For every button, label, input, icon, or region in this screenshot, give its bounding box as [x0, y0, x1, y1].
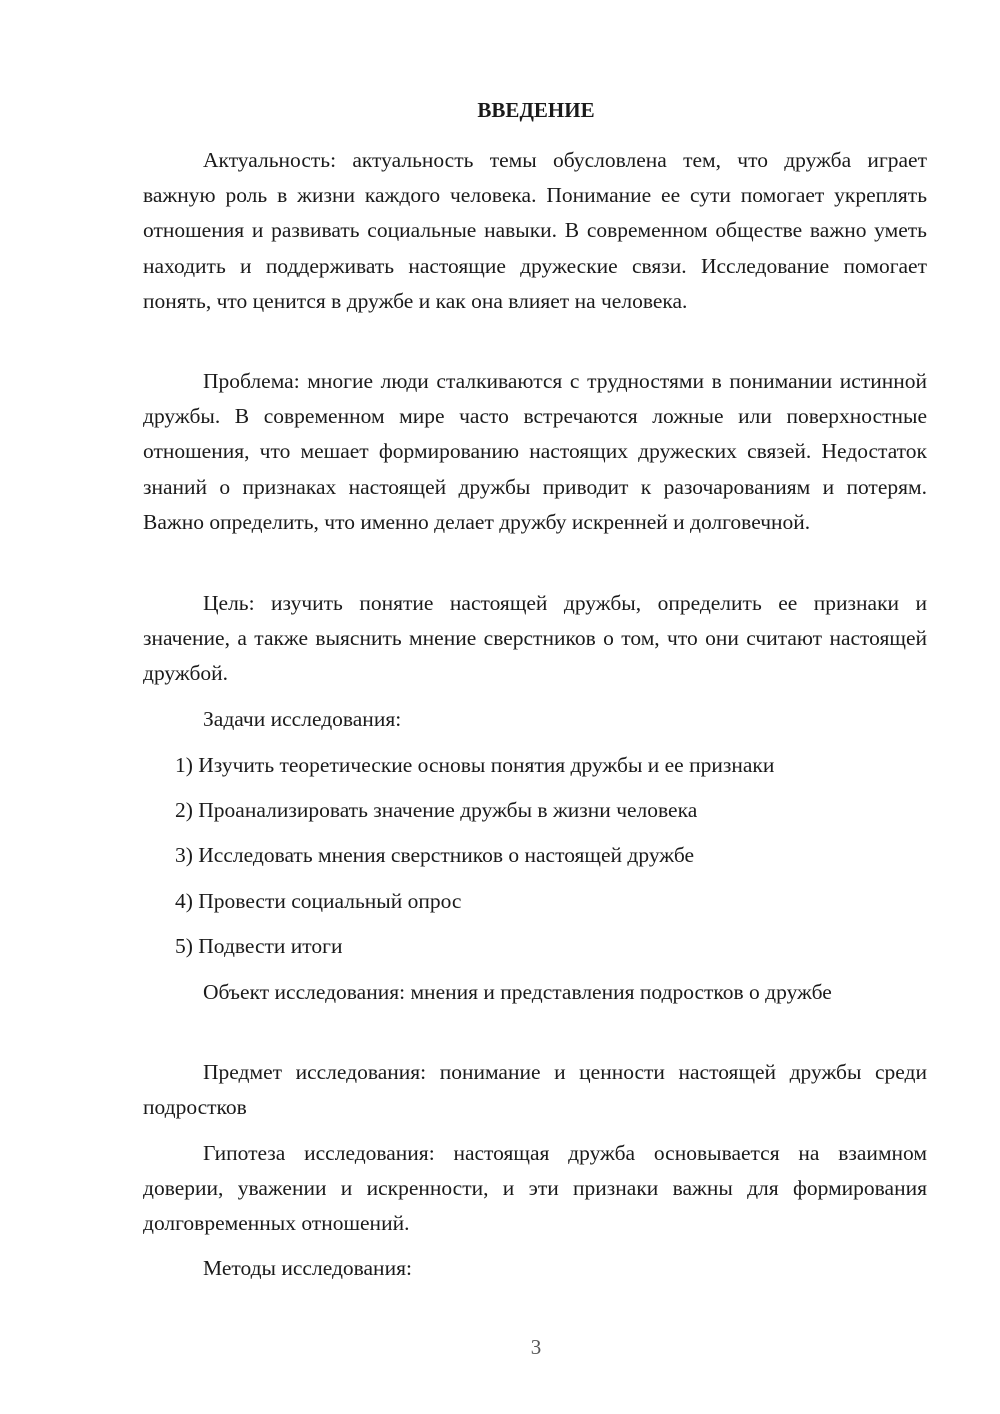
goal-paragraph: Цель: изучить понятие настоящей дружбы, определить ее признаки и значение, а также выяснить мнение сверстников о том, что они считают настоящей дружбой. — [143, 591, 927, 686]
hypothesis-paragraph: Гипотеза исследования: настоящая дружба основывается на взаимном доверии, уважении и искренности, и эти признаки важны для формирования долговременных отношений. — [143, 1141, 927, 1236]
task-item: 3) Исследовать мнения сверстников о настоящей дружбе — [175, 843, 695, 867]
task-item: 1) Изучить теоретические основы понятия дружбы и ее признаки — [175, 753, 775, 777]
task-item: 2) Проанализировать значение дружбы в жизни человека — [175, 798, 698, 822]
task-item: 4) Провести социальный опрос — [175, 889, 462, 913]
problem-paragraph: Проблема: многие люди сталкиваются с трудностями в понимании истинной дружбы. В современном мире часто встречаются ложные или поверхностные отношения, что мешает формированию настоящих дружеских связей. Недостаток знаний о признаках настоящей дружбы приводит к разочарованиям и потерям. Важно определить, что именно делает дружбу искренней и долговечной. — [143, 369, 927, 534]
page-title: ВВЕДЕНИЕ — [477, 98, 595, 122]
task-item: 5) Подвести итоги — [175, 934, 343, 958]
tasks-heading: Задачи исследования: — [203, 707, 402, 731]
object-paragraph: Объект исследования: мнения и представления подростков о дружбе — [203, 980, 832, 1004]
methods-heading: Методы исследования: — [203, 1256, 412, 1280]
page-number: 3 — [530, 1335, 542, 1359]
relevance-paragraph: Актуальность: актуальность темы обусловлена тем, что дружба играет важную роль в жизни каждого человека. Понимание ее сути помогает укреплять отношения и развивать социальные навыки. В современном обществе важно уметь находить и поддерживать настоящие дружеские связи. Исследование помогает понять, что ценится в дружбе и как она влияет на человека. — [143, 148, 927, 313]
subject-paragraph: Предмет исследования: понимание и ценности настоящей дружбы среди подростков — [143, 1060, 927, 1120]
